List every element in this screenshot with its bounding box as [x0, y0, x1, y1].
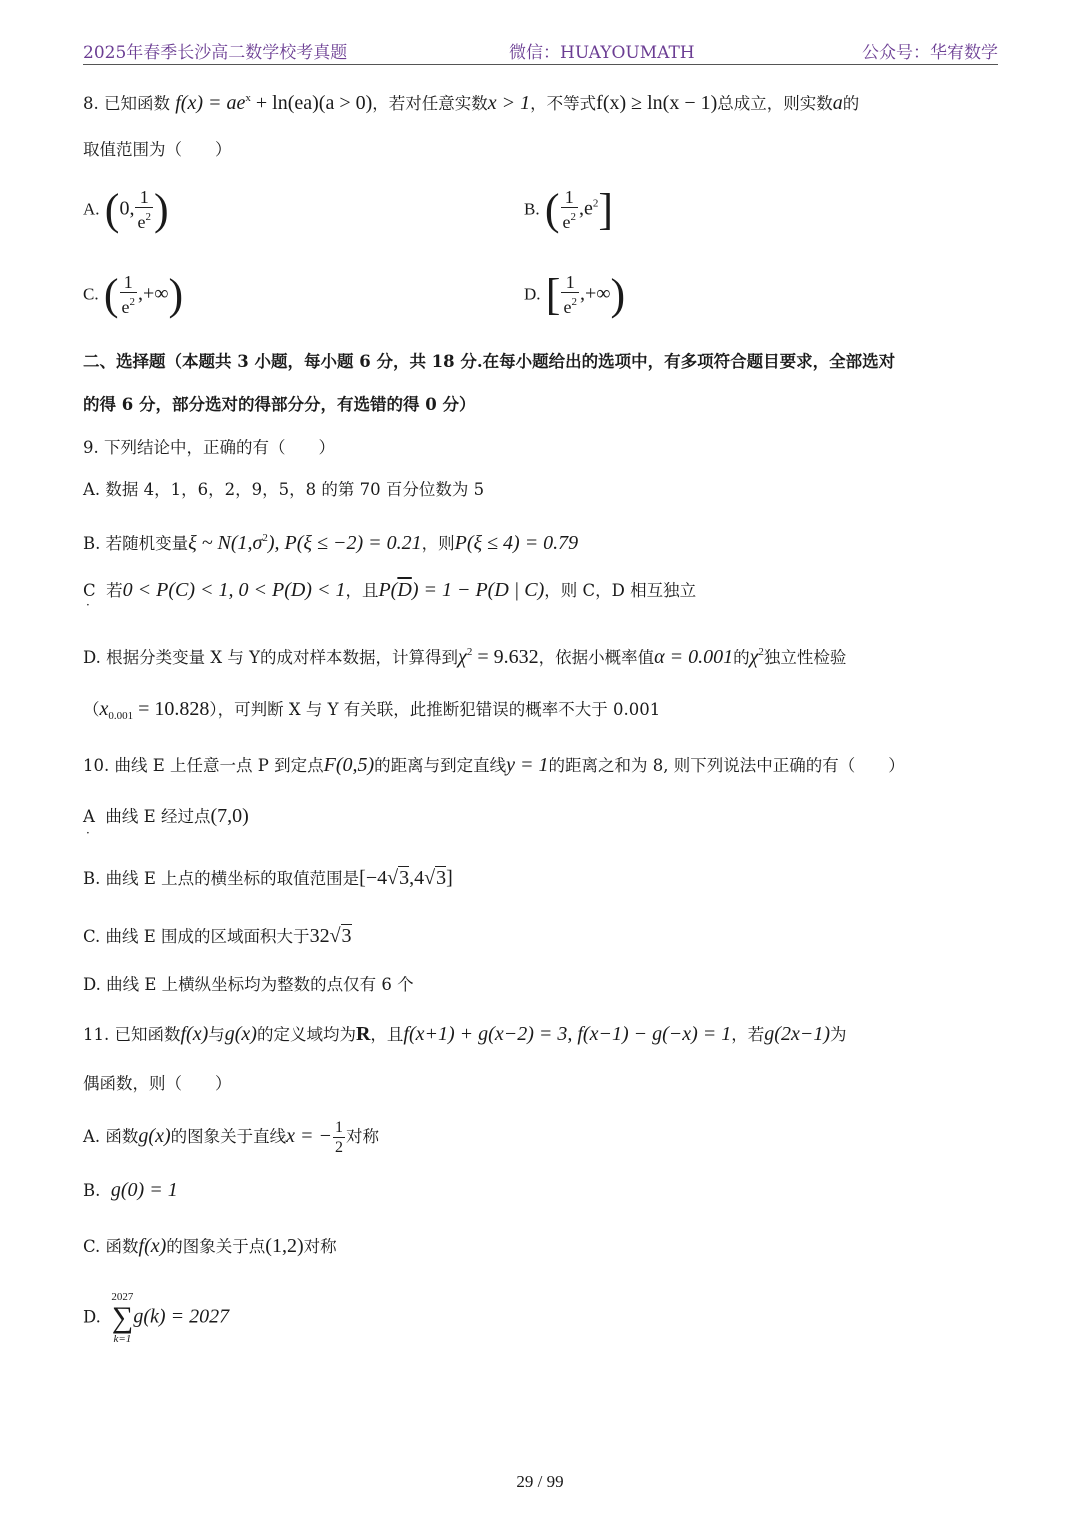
q9-option-b: B. 若随机变量ξ ~ $N(1,\sigma^2)$, P(ξ ≤ −2) = 0.21，则P(ξ ≤ 4) = 0.79 [83, 532, 579, 554]
q8-option-b: B. ( $\frac{1}{e^2}$ $,e^2$] [524, 185, 614, 234]
header-wechat: 微信：HUAYOUMATH [509, 43, 695, 63]
q8-stem: 8. 已知函数 $f(x) = ae^x + \ln(ea)(a > 0)$，若对任意实数x > 1，不等式f(x) ≥ ln(x − 1)总成立，则实数a的 [83, 92, 860, 114]
header-title: 2025年春季长沙高二数学校考真题 [83, 43, 348, 63]
page-header [83, 38, 998, 65]
q10-stem: 10. 曲线 E 上任意一点 P 到定点F(0,5)的距离与到定直线y = 1的距离之和为 8, 则下列说法中正确的有（ ） [83, 754, 905, 776]
q8-option-d: D. [ $\frac{1}{e^2}$ ,+∞) [524, 270, 626, 319]
q10-option-d: D. 曲线 E 上横纵坐标均为整数的点仅有 6 个 [83, 975, 414, 994]
option-dot-mark: · [86, 826, 90, 840]
section2-heading-line1: 二、选择题（本题共 3 小题，每小题 6 分，共 18 分.在每小题给出的选项中，有多项符合题目要求，全部选对 [83, 352, 896, 371]
q9-option-d-line1: D. 根据分类变量 X 与 Y的成对样本数据，计算得到$\chi^2 = 9.632$，依据小概率值α = 0.001的$\chi^2$独立性检验 [83, 646, 847, 668]
q9-option-d-line2: $(x_{0.001} = 10.828)$，可判断 X 与 Y 有关联，此推断犯错误的概率不大于 0.001 [83, 698, 661, 722]
option-dot-mark: · [86, 598, 90, 612]
q9-stem: 9. 下列结论中，正确的有（ ） [83, 438, 335, 457]
q11-stem: 11. 已知函数f(x)与g(x)的定义域均为R，且f(x+1) + g(x−2) = 3, f(x−1) − g(−x) = 1，若g(2x−1)为 [83, 1023, 847, 1045]
q11-option-b: B. g(0) = 1 [83, 1179, 178, 1201]
q11-option-a: A. 函数g(x)的图象关于直线x = − $\frac{1}{2}$ 对称 [83, 1119, 379, 1156]
summation: 2027 ∑ k=1 [111, 1291, 134, 1345]
q8-stem-line2: 取值范围为（ ） [83, 140, 232, 159]
q8-option-a: A. (0, $\frac{1}{e^2}$ ) [83, 185, 169, 234]
q11-option-d: D. 2027 ∑ k=1 g(k) = 2027 [83, 1291, 230, 1345]
q10-option-a: A 曲线 E 经过点(7,0) [83, 805, 249, 827]
q9-option-c: C 若0 < P(C) < 1, 0 < P(D) < 1，且$P(\overline{D}) = 1 - P(D$ | C)，则 C，D 相互独立 [83, 579, 697, 601]
header-account: 公众号：华宥数学 [862, 43, 998, 63]
q11-stem-line2: 偶函数，则（ ） [83, 1074, 232, 1093]
q11-option-c: C. 函数f(x)的图象关于点(1,2)对称 [83, 1235, 337, 1257]
page-number: 29 / 99 [516, 1472, 564, 1491]
section2-heading-line2: 的得 6 分，部分选对的得部分分，有选错的得 0 分） [83, 395, 476, 414]
q8-option-c: C. ( $\frac{1}{e^2}$ ,+∞) [83, 270, 184, 319]
q10-option-b: B. 曲线 E 上点的横坐标的取值范围是[−4√3,4√3] [83, 867, 453, 889]
q10-option-c: C. 曲线 E 围成的区域面积大于32√3 [83, 925, 352, 947]
q9-option-a: A. 数据 4，1，6，2，9，5，8 的第 70 百分位数为 5 [83, 480, 485, 499]
